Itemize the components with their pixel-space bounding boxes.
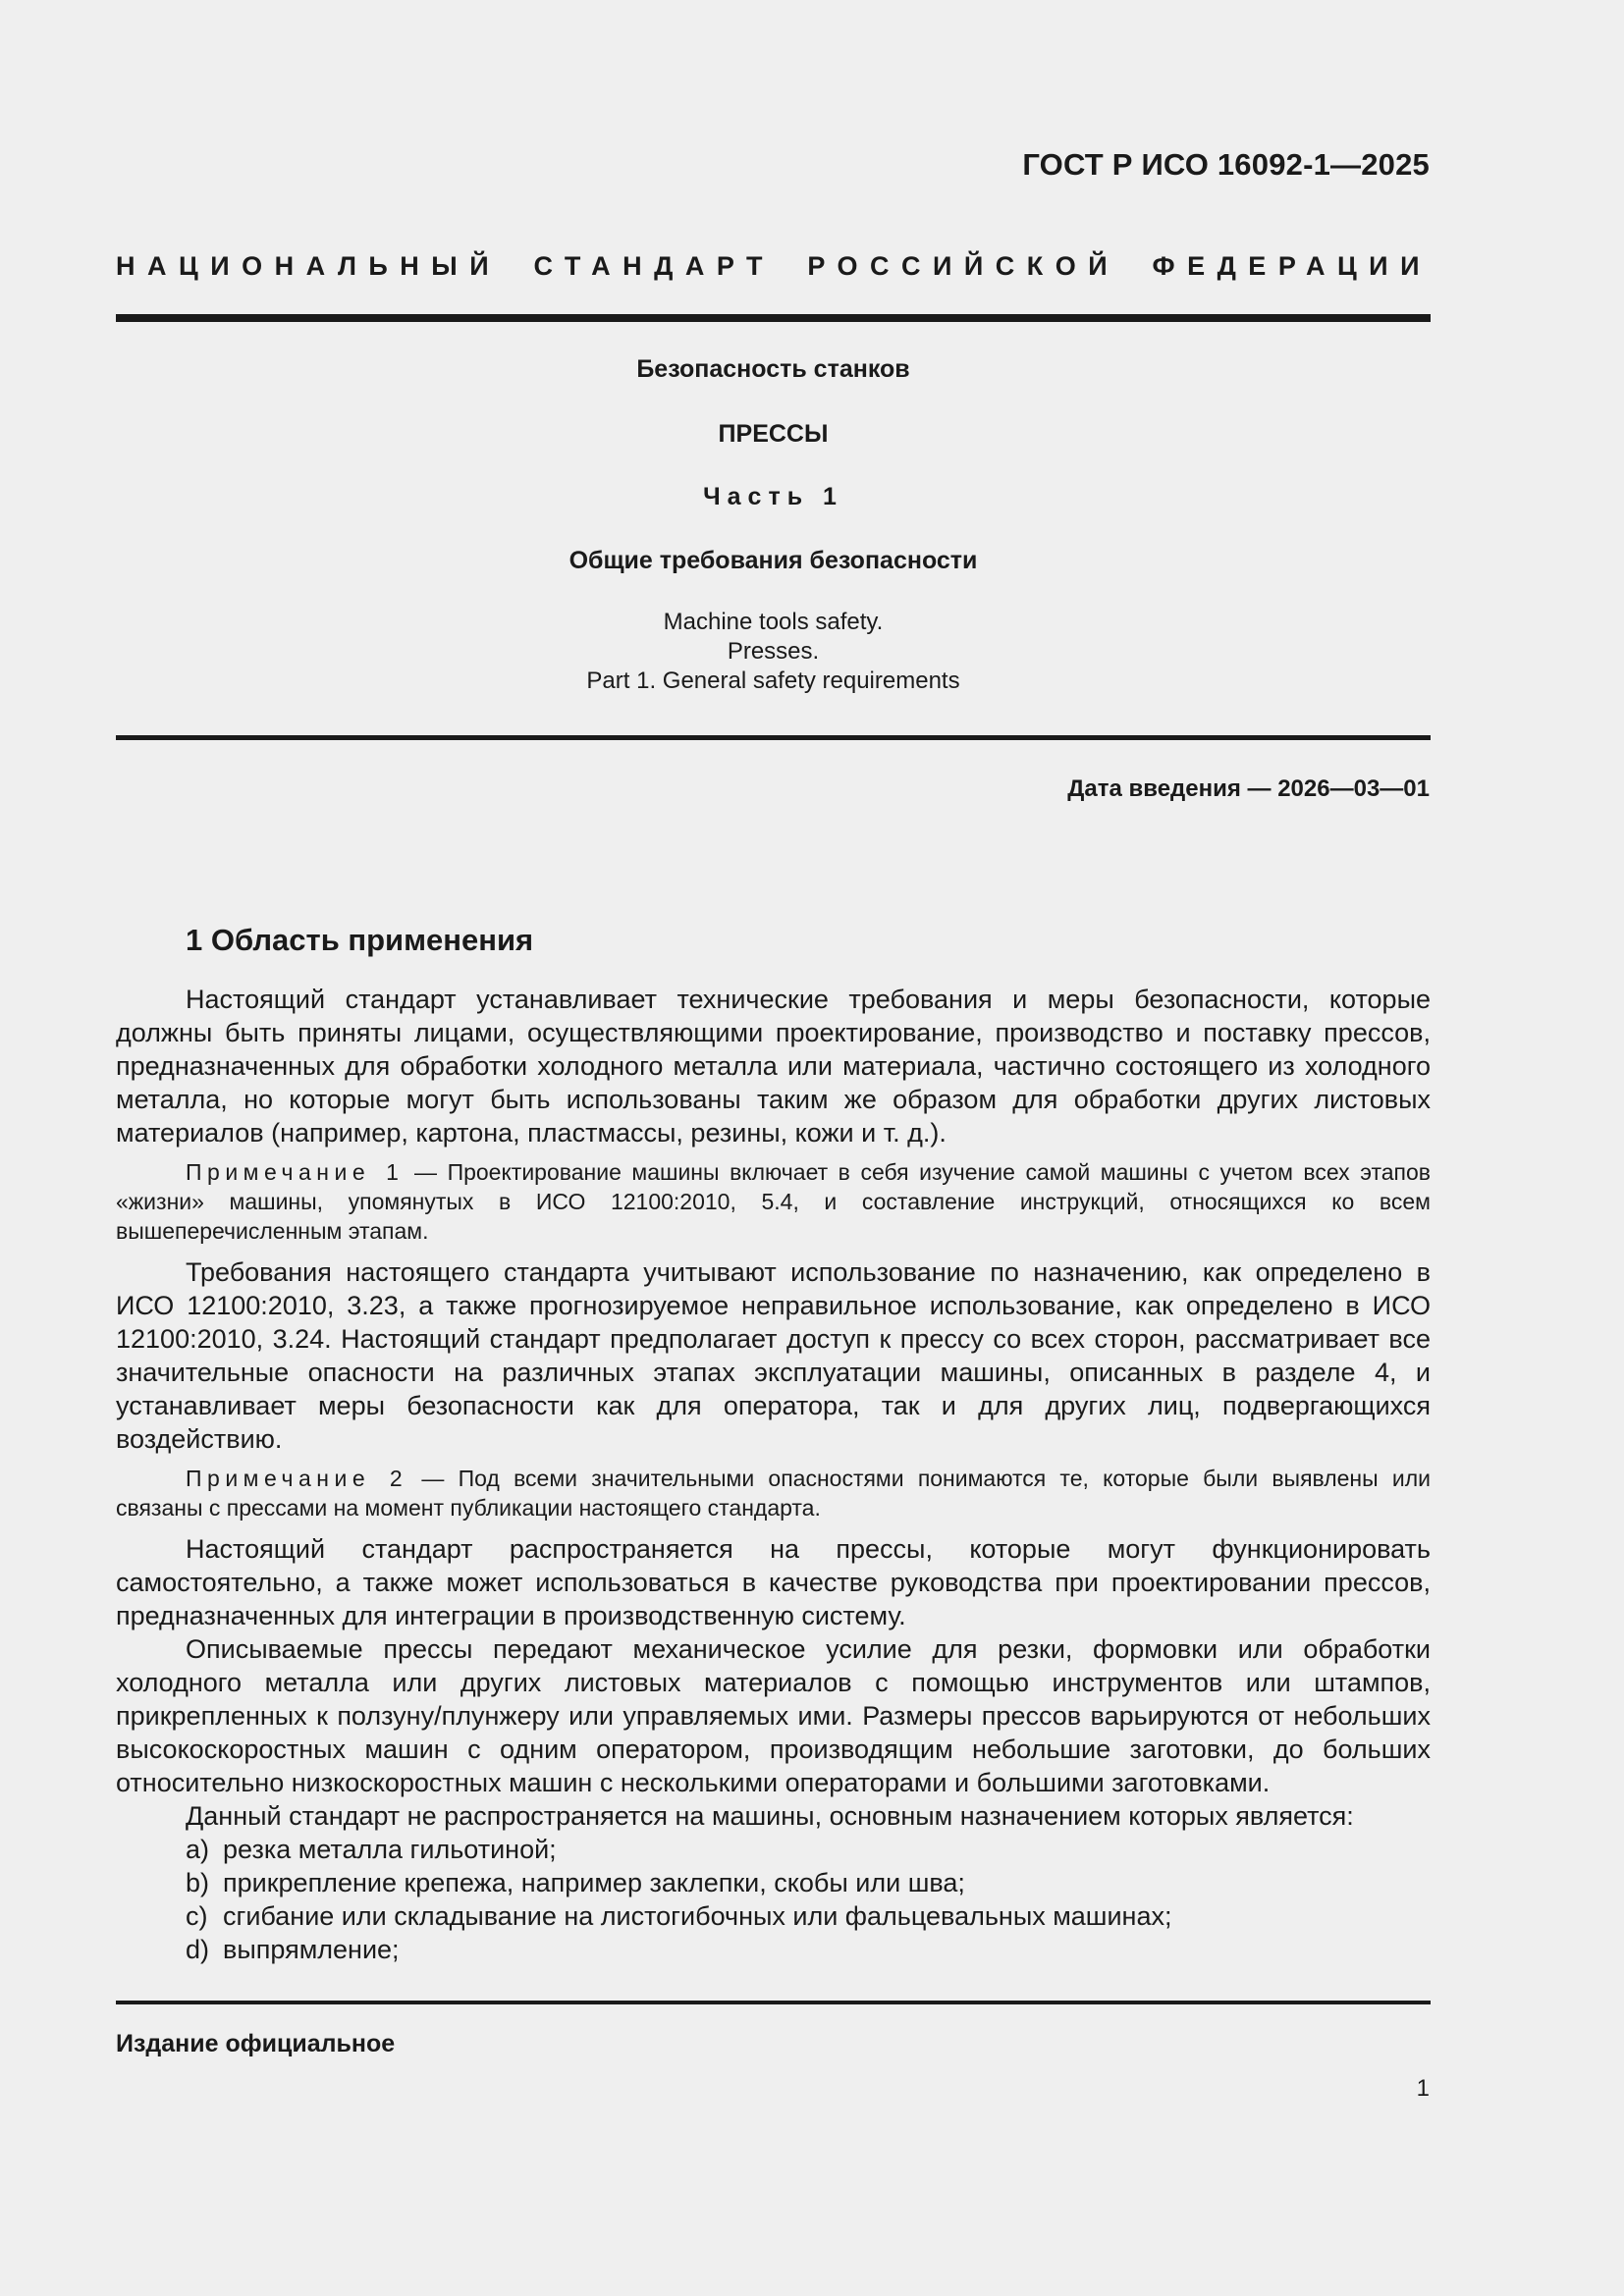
title-bottom-rule: [116, 735, 1431, 740]
list-text: прикрепление крепежа, например заклепки, скобы или шва;: [223, 1868, 965, 1897]
english-title-1: Machine tools safety.: [663, 609, 884, 635]
note-2-label: Примечание 2: [186, 1466, 408, 1491]
list-text: выпрямление;: [223, 1935, 400, 1964]
list-marker: c): [186, 1901, 208, 1931]
official-edition: Издание официальное: [116, 2030, 396, 2057]
title-line-4: Общие требования безопасности: [568, 547, 978, 574]
paragraph-5: Данный стандарт не распространяется на машины, основным назначением которых является:: [186, 1801, 1354, 1831]
title-part: Часть 1: [703, 483, 843, 510]
exclusion-list: [116, 1833, 1431, 1966]
document-code: ГОСТ Р ИСО 16092-1—2025: [1022, 147, 1430, 182]
list-item: [116, 1899, 1431, 1933]
section-body: [116, 983, 1431, 1966]
note-1-text: — Проектирование машины включает в себя изучение самой машины с учетом всех этапов «жизни» машины, упомянутых в ИСО 12100:2010, 5.4, и составление инструкций, относящихся ко всем вышеперечисленным этапам.: [116, 1159, 1431, 1244]
footer-rule: [116, 2001, 1431, 2004]
note-1: [116, 1157, 1431, 1246]
list-marker: d): [186, 1935, 210, 1964]
title-line-1: Безопасность станков: [636, 355, 910, 383]
section-heading: 1 Область применения: [186, 923, 534, 957]
title-line-2: ПРЕССЫ: [718, 420, 829, 448]
national-standard-title: НАЦИОНАЛЬНЫЙ СТАНДАРТ РОССИЙСКОЙ ФЕДЕРАЦИИ: [116, 251, 1432, 281]
top-rule: [116, 314, 1431, 322]
introduction-date: Дата введения — 2026—03—01: [1067, 775, 1430, 802]
list-marker: a): [186, 1835, 210, 1864]
english-title-2: Presses.: [727, 638, 820, 665]
english-title-3: Part 1. General safety requirements: [586, 667, 960, 694]
list-item: [116, 1833, 1431, 1866]
paragraph-1: Настоящий стандарт устанавливает технические требования и меры безопасности, которые должны быть приняты лицами, осуществляющими проектирование, производство и поставку прессов, предназначенных для обработки холодного металла или материала, частично состоящего из холодного металла, но которые могут быть использованы таким же образом для обработки других листовых материалов (например, картона, пластмассы, резины, кожи и т. д.).: [116, 985, 1431, 1148]
list-text: сгибание или складывание на листогибочных или фальцевальных машинах;: [223, 1901, 1172, 1931]
note-1-label: Примечание 1: [186, 1159, 405, 1185]
paragraph-4: Описываемые прессы передают механическое усилие для резки, формовки или обработки холодного металла или других листовых материалов с помощью инструментов или штампов, прикрепленных к ползуну/плунжеру или управляемых ими. Размеры прессов варьируются от небольших высокоскоростных машин с одним оператором, производящим небольшие заготовки, до больших относительно низкоскоростных машин с несколькими операторами и большими заготовками.: [116, 1634, 1431, 1797]
note-2-text: — Под всеми значительными опасностями понимаются те, которые были выявлены или связаны с прессами на момент публикации настоящего стандарта.: [116, 1466, 1432, 1521]
paragraph-2: Требования настоящего стандарта учитывают использование по назначению, как определено в ИСО 12100:2010, 3.23, а также прогнозируемое неправильное использование, как определено в ИСО 12100:2010, 3.24. Настоящий стандарт предполагает доступ к прессу со всех сторон, рассматривает все значительные опасности на различных этапах эксплуатации машины, описанных в разделе 4, и устанавливает меры безопасности как для оператора, так и для других лиц, подвергающихся воздействию.: [116, 1257, 1431, 1454]
page-number: 1: [1416, 2075, 1430, 2102]
paragraph-3: Настоящий стандарт распространяется на прессы, которые могут функционировать самостоятельно, а также может использоваться в качестве руководства при проектировании прессов, предназначенных для интеграции в производственную систему.: [116, 1534, 1431, 1630]
list-text: резка металла гильотиной;: [223, 1835, 557, 1864]
note-2: [116, 1464, 1431, 1522]
list-item: [116, 1933, 1431, 1966]
list-item: [116, 1866, 1431, 1899]
list-marker: b): [186, 1868, 210, 1897]
